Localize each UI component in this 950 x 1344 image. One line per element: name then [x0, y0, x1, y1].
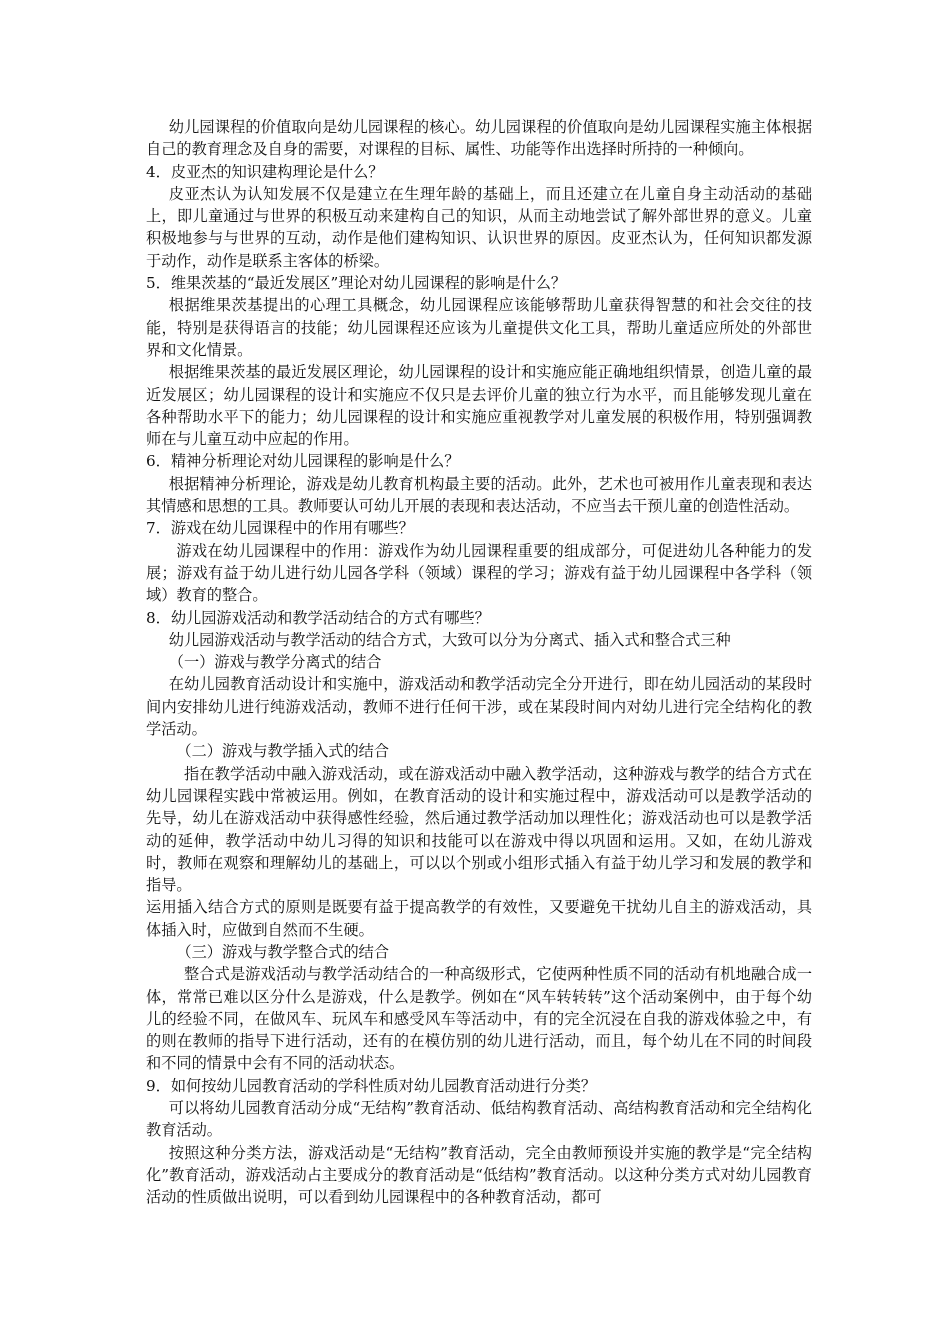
- paragraph-psychoanalysis: 根据精神分析理论，游戏是幼儿教育机构最主要的活动。此外，艺术也可被用作儿童表现和表达其情感和思想的工具。教师要认可幼儿开展的表现和表达活动，不应当去干预儿童的创造性活动。: [146, 474, 812, 516]
- question-7-heading: 7．游戏在幼儿园课程中的作用有哪些？: [146, 519, 414, 538]
- paragraph-vygotsky-zpd: 根据维果茨基的最近发展区理论，幼儿园课程的设计和实施应能正确地组织情景，创造儿童的最近发展区；幼儿园课程的设计和实施应不仅只是去评价儿童的独立行为水平，而且能够发现儿童在各种帮助水平下的能力；幼儿园课程的设计和实施应重视教学对儿童发展的积极作用，特别强调教师在与儿童互动中应起的作用。: [146, 363, 812, 449]
- subheading-integrated: （三）游戏与教学整合式的结合: [176, 942, 390, 961]
- paragraph-vygotsky-tools: 根据维果茨基提出的心理工具概念，幼儿园课程应该能够帮助儿童获得智慧的和社会交往的技能，特别是获得语言的技能；幼儿园课程还应该为儿童提供文化工具，帮助儿童适应所处的外部世界和文化情景。: [146, 296, 812, 359]
- question-9-heading: 9．如何按幼儿园教育活动的学科性质对幼儿园教育活动进行分类？: [146, 1076, 597, 1095]
- paragraph-separated: 在幼儿园教育活动设计和实施中，游戏活动和教学活动完全分开进行，即在幼儿园活动的某段时间内安排幼儿进行纯游戏活动，教师不进行任何干涉，或在某段时间内对幼儿进行完全结构化的教学活动。: [146, 675, 812, 739]
- paragraph-inserted: 指在教学活动中融入游戏活动，或在游戏活动中融入教学活动，这种游戏与教学的结合方式在幼儿园课程实践中常被运用。例如，在教育活动的设计和实施过程中，游戏活动可以是教学活动的先导，幼儿在游戏活动中获得感性经验，然后通过教学活动加以理性化；游戏活动也可以是教学活动的延伸，教学活动中幼儿习得的知识和技能可以在游戏中得以巩固和运用。又如，在幼儿游戏时，教师在观察和理解幼儿的基础上，可以以个别或小组形式插入有益于幼儿学习和发展的教学和指导。: [146, 764, 812, 895]
- document-body: [146, 116, 812, 1209]
- question-5-heading: 5．维果茨基的“最近发展区”理论对幼儿园课程的影响是什么？: [146, 274, 567, 293]
- paragraph-classification: 可以将幼儿园教育活动分成“无结构”教育活动、低结构教育活动、高结构教育活动和完全结构化教育活动。: [146, 1099, 812, 1140]
- paragraph-integrated: 整合式是游戏活动与教学活动结合的一种高级形式，它使两种性质不同的活动有机地融合成一体，常常已难以区分什么是游戏，什么是教学。例如在“风车转转转”这个活动案例中，由于每个幼儿的经验不同，在做风车、玩风车和感受风车等活动中，有的完全沉浸在自我的游戏体验之中，有的则在教师的指导下进行活动，还有的在模仿别的幼儿进行活动，而且，每个幼儿在不同的时间段和不同的情景中会有不同的活动状态。: [146, 965, 812, 1073]
- subheading-inserted: （二）游戏与教学插入式的结合: [176, 742, 390, 761]
- question-6-heading: 6．精神分析理论对幼儿园课程的影响是什么？: [146, 452, 460, 471]
- question-8-heading: 8．幼儿园游戏活动和教学活动结合的方式有哪些？: [146, 608, 490, 627]
- paragraph-piaget: 皮亚杰认为认知发展不仅是建立在生理年龄的基础上，而且还建立在儿童自身主动活动的基础上，即儿童通过与世界的积极互动来建构自己的知识，从而主动地尝试了解外部世界的意义。儿童积极地参与与世界的互动，动作是他们建构知识、认识世界的原因。皮亚杰认为，任何知识都发源于动作，动作是联系主客体的桥梁。: [146, 184, 812, 270]
- paragraph-value-orientation: 幼儿园课程的价值取向是幼儿园课程的核心。幼儿园课程的价值取向是幼儿园课程实施主体根据自己的教育理念及自身的需要，对课程的目标、属性、功能等作出选择时所持的一种倾向。: [146, 118, 812, 159]
- paragraph-classification-detail: 按照这种分类方法，游戏活动是“无结构”教育活动，完全由教师预设并实施的教学是“完全结构化”教育活动，游戏活动占主要成分的教育活动是“低结构”教育活动。以这种分类方式对幼儿园教育活动的性质做出说明，可以看到幼儿园课程中的各种教育活动，都可: [146, 1143, 812, 1207]
- paragraph-inserted-principle: 运用插入结合方式的原则是既要有益于提高教学的有效性，又要避免干扰幼儿自主的游戏活动，具体插入时，应做到自然而不生硬。: [146, 898, 812, 939]
- question-4-heading: 4．皮亚杰的知识建构理论是什么？: [146, 162, 384, 181]
- subheading-separated: （一）游戏与教学分离式的结合: [168, 653, 382, 672]
- paragraph-play-role: 游戏在幼儿园课程中的作用：游戏作为幼儿园课程重要的组成部分，可促进幼儿各种能力的发展；游戏有益于幼儿进行幼儿园各学科（领域）课程的学习；游戏有益于幼儿园课程中各学科（领域）教育的整合。: [146, 541, 812, 605]
- paragraph-combination-intro: 幼儿园游戏活动与教学活动的结合方式，大致可以分为分离式、插入式和整合式三种: [168, 630, 731, 649]
